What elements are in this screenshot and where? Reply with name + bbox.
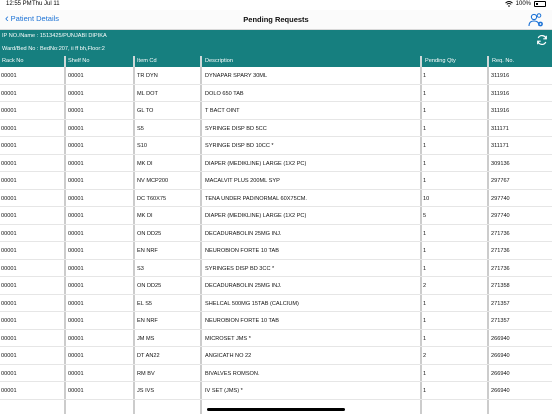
description-cell: DECADURABOLIN 25MG INJ. bbox=[205, 230, 282, 237]
header-pending-qty: Pending Qty bbox=[425, 58, 456, 64]
item-cd-cell: EN NRF bbox=[137, 318, 158, 324]
status-right bbox=[505, 1, 546, 7]
home-indicator bbox=[207, 408, 345, 411]
pending-qty-cell: 1 bbox=[423, 335, 427, 342]
item-cd-cell: MK DI bbox=[137, 213, 153, 219]
req-no-cell: 311916 bbox=[491, 90, 510, 97]
shelf-no-cell: 00001 bbox=[68, 388, 84, 394]
req-no-cell: 271736 bbox=[491, 230, 510, 237]
shelf-no-cell: 00001 bbox=[68, 143, 84, 149]
req-no-cell: 266940 bbox=[491, 370, 510, 377]
pending-qty-cell: 1 bbox=[423, 178, 427, 184]
req-no-cell: 271736 bbox=[491, 265, 510, 272]
req-no-cell: 266940 bbox=[491, 335, 510, 342]
pending-qty-cell: 1 bbox=[423, 265, 427, 272]
table-row[interactable] bbox=[0, 347, 552, 365]
req-no-cell: 271358 bbox=[491, 283, 510, 289]
users-settings-icon[interactable] bbox=[528, 12, 544, 28]
pending-qty-cell: 1 bbox=[423, 160, 427, 167]
rack-no-cell: 00001 bbox=[1, 318, 17, 324]
item-cd-cell: ON DD25 bbox=[137, 283, 162, 289]
rack-no-cell: 00001 bbox=[1, 125, 17, 132]
shelf-no-cell: 00001 bbox=[68, 125, 84, 132]
rack-no-cell: 00001 bbox=[1, 73, 17, 79]
description-cell: T BACT OINT bbox=[205, 108, 240, 114]
rack-no-cell: 00001 bbox=[1, 335, 17, 342]
ward-bed-info: Ward/Bed No : BedNo:207, ii ff bh,Floor:2 bbox=[2, 46, 105, 52]
header-divider bbox=[487, 56, 489, 67]
rack-no-cell: 00001 bbox=[1, 178, 17, 184]
status-bar bbox=[0, 0, 552, 10]
description-cell: DIAPER (MEDIKLINE) LARGE (1X2 PC) bbox=[205, 160, 307, 167]
pending-qty-cell: 1 bbox=[423, 318, 427, 324]
description-cell: SYRINGE DISP BD 5CC bbox=[205, 125, 267, 132]
shelf-no-cell: 00001 bbox=[68, 195, 84, 202]
table-row[interactable] bbox=[0, 85, 552, 103]
header-rack-no: Rack No bbox=[2, 58, 24, 64]
item-cd-cell: JM MS bbox=[137, 335, 155, 342]
shelf-no-cell: 00001 bbox=[68, 335, 84, 342]
shelf-no-cell: 00001 bbox=[68, 370, 84, 377]
item-cd-cell: S3 bbox=[137, 265, 144, 272]
rack-no-cell: 00001 bbox=[1, 388, 17, 394]
table-row[interactable] bbox=[0, 155, 552, 173]
pending-qty-cell: 1 bbox=[423, 300, 427, 307]
description-cell: DIAPER (MEDIKLINE) LARGE (1X2 PC) bbox=[205, 213, 307, 219]
description-cell: NEUROBION FORTE 10 TAB bbox=[205, 318, 279, 324]
description-cell: BIVALVES ROMSON. bbox=[205, 370, 260, 377]
rack-no-cell: 00001 bbox=[1, 213, 17, 219]
item-cd-cell: RM BV bbox=[137, 370, 155, 377]
description-cell: DOLO 650 TAB bbox=[205, 90, 244, 97]
shelf-no-cell: 00001 bbox=[68, 73, 84, 79]
rack-no-cell: 00001 bbox=[1, 143, 17, 149]
pending-qty-cell: 1 bbox=[423, 248, 427, 254]
pending-qty-cell: 1 bbox=[423, 370, 427, 377]
item-cd-cell: JS IVS bbox=[137, 388, 155, 394]
navigation-bar bbox=[0, 10, 552, 30]
table-row[interactable] bbox=[0, 172, 552, 190]
table-row[interactable] bbox=[0, 67, 552, 85]
shelf-no-cell: 00001 bbox=[68, 300, 84, 307]
rack-no-cell: 00001 bbox=[1, 370, 17, 377]
table-row[interactable] bbox=[0, 295, 552, 313]
description-cell: NEUROBION FORTE 10 TAB bbox=[205, 248, 279, 254]
req-no-cell: 311916 bbox=[491, 73, 510, 79]
pending-qty-cell: 5 bbox=[423, 213, 427, 219]
table-row[interactable] bbox=[0, 365, 552, 383]
pending-qty-cell: 2 bbox=[423, 353, 427, 359]
item-cd-cell: EL S5 bbox=[137, 300, 153, 307]
shelf-no-cell: 00001 bbox=[68, 178, 84, 184]
item-cd-cell: NV MCP200 bbox=[137, 178, 169, 184]
rack-no-cell: 00001 bbox=[1, 265, 17, 272]
item-cd-cell: DT AN22 bbox=[137, 353, 160, 359]
shelf-no-cell: 00001 bbox=[68, 353, 84, 359]
pending-qty-cell: 1 bbox=[423, 388, 427, 394]
header-divider bbox=[64, 56, 66, 67]
item-cd-cell: S10 bbox=[137, 143, 147, 149]
item-cd-cell: ON DD25 bbox=[137, 230, 162, 237]
chevron-left-icon: ‹ bbox=[5, 12, 9, 25]
shelf-no-cell: 00001 bbox=[68, 265, 84, 272]
table-row[interactable] bbox=[0, 242, 552, 260]
pending-qty-cell: 2 bbox=[423, 283, 427, 289]
description-cell: ANGICATH NO 22 bbox=[205, 353, 252, 359]
item-cd-cell: GL TO bbox=[137, 108, 154, 114]
shelf-no-cell: 00001 bbox=[68, 283, 84, 289]
header-divider bbox=[200, 56, 202, 67]
req-no-cell: 297740 bbox=[491, 195, 510, 202]
description-cell: SHELCAL 500MG 15TAB (CALCIUM) bbox=[205, 300, 299, 307]
description-cell: TENA UNDER PAD/NORMAL 60X75CM. bbox=[205, 195, 307, 202]
shelf-no-cell: 00001 bbox=[68, 213, 84, 219]
item-cd-cell: ML DOT bbox=[137, 90, 158, 97]
req-no-cell: 311171 bbox=[491, 125, 509, 132]
shelf-no-cell: 00001 bbox=[68, 230, 84, 237]
table-row[interactable] bbox=[0, 277, 552, 295]
rack-no-cell: 00001 bbox=[1, 353, 17, 359]
patient-info-bar bbox=[0, 30, 552, 56]
rack-no-cell: 00001 bbox=[1, 300, 17, 307]
table-row[interactable] bbox=[0, 102, 552, 120]
patient-info: IP NO./Name : 1513425/PUNJABI DIPIKA bbox=[2, 33, 107, 39]
battery-icon bbox=[534, 1, 546, 7]
pending-qty-cell: 1 bbox=[423, 108, 427, 114]
table-row[interactable] bbox=[0, 312, 552, 330]
header-divider bbox=[420, 56, 422, 67]
req-no-cell: 309136 bbox=[491, 160, 510, 167]
pending-qty-cell: 1 bbox=[423, 143, 427, 149]
req-no-cell: 266940 bbox=[491, 353, 510, 359]
item-cd-cell: MK DI bbox=[137, 160, 153, 167]
req-no-cell: 311916 bbox=[491, 108, 510, 114]
req-no-cell: 271357 bbox=[491, 300, 510, 307]
shelf-no-cell: 00001 bbox=[68, 108, 84, 114]
status-date: Thu Jul 11 bbox=[32, 1, 60, 7]
req-no-cell: 311171 bbox=[491, 143, 509, 149]
item-cd-cell: DC T60X75 bbox=[137, 195, 167, 202]
description-cell: SYRINGE DISP BD 10CC * bbox=[205, 143, 274, 149]
rack-no-cell: 00001 bbox=[1, 230, 17, 237]
header-item-cd: Item Cd bbox=[137, 58, 157, 64]
req-no-cell: 271357 bbox=[491, 318, 510, 324]
pending-qty-cell: 1 bbox=[423, 73, 427, 79]
req-no-cell: 271736 bbox=[491, 248, 510, 254]
header-req-no: Req. No. bbox=[492, 58, 515, 64]
page-title: Pending Requests bbox=[243, 15, 309, 24]
refresh-icon[interactable] bbox=[536, 34, 548, 46]
shelf-no-cell: 00001 bbox=[68, 248, 84, 254]
shelf-no-cell: 00001 bbox=[68, 90, 84, 97]
description-cell: IV SET (JMS) * bbox=[205, 388, 243, 394]
header-divider bbox=[133, 56, 135, 67]
wifi-icon bbox=[505, 1, 513, 7]
battery-percent: 100% bbox=[515, 1, 531, 7]
shelf-no-cell: 00001 bbox=[68, 160, 84, 167]
shelf-no-cell: 00001 bbox=[68, 318, 84, 324]
table-header bbox=[0, 56, 552, 67]
table-row[interactable] bbox=[0, 137, 552, 155]
header-description: Description bbox=[205, 58, 233, 64]
rack-no-cell: 00001 bbox=[1, 283, 17, 289]
rack-no-cell: 00001 bbox=[1, 248, 17, 254]
description-cell: MICROSET JMS * bbox=[205, 335, 251, 342]
table-row[interactable] bbox=[0, 225, 552, 243]
pending-qty-cell: 1 bbox=[423, 230, 427, 237]
back-button-label: Patient Details bbox=[10, 14, 60, 23]
rack-no-cell: 00001 bbox=[1, 160, 17, 167]
table-row[interactable] bbox=[0, 330, 552, 348]
rack-no-cell: 00001 bbox=[1, 90, 17, 97]
table-row[interactable] bbox=[0, 260, 552, 278]
item-cd-cell: TR DYN bbox=[137, 73, 158, 79]
rack-no-cell: 00001 bbox=[1, 195, 17, 202]
description-cell: MACALVIT PLUS 200ML SYP bbox=[205, 178, 280, 184]
req-no-cell: 297740 bbox=[491, 213, 510, 219]
status-time: 12:55 PM bbox=[6, 1, 32, 7]
table-row[interactable] bbox=[0, 190, 552, 208]
req-no-cell: 266940 bbox=[491, 388, 510, 394]
req-no-cell: 297767 bbox=[491, 178, 510, 184]
description-cell: DECADURABOLIN 25MG INJ. bbox=[205, 283, 282, 289]
rack-no-cell: 00001 bbox=[1, 108, 17, 114]
pending-qty-cell: 10 bbox=[423, 195, 430, 202]
table-row[interactable] bbox=[0, 382, 552, 400]
item-cd-cell: EN NRF bbox=[137, 248, 158, 254]
header-shelf-no: Shelf No bbox=[68, 58, 90, 64]
table-row[interactable] bbox=[0, 207, 552, 225]
pending-qty-cell: 1 bbox=[423, 90, 427, 97]
item-cd-cell: S5 bbox=[137, 125, 144, 132]
table-row[interactable] bbox=[0, 120, 552, 138]
description-cell: SYRINGES DISP BD 3CC * bbox=[205, 265, 275, 272]
description-cell: DYNAPAR SPARY 30ML bbox=[205, 73, 268, 79]
pending-qty-cell: 1 bbox=[423, 125, 427, 132]
